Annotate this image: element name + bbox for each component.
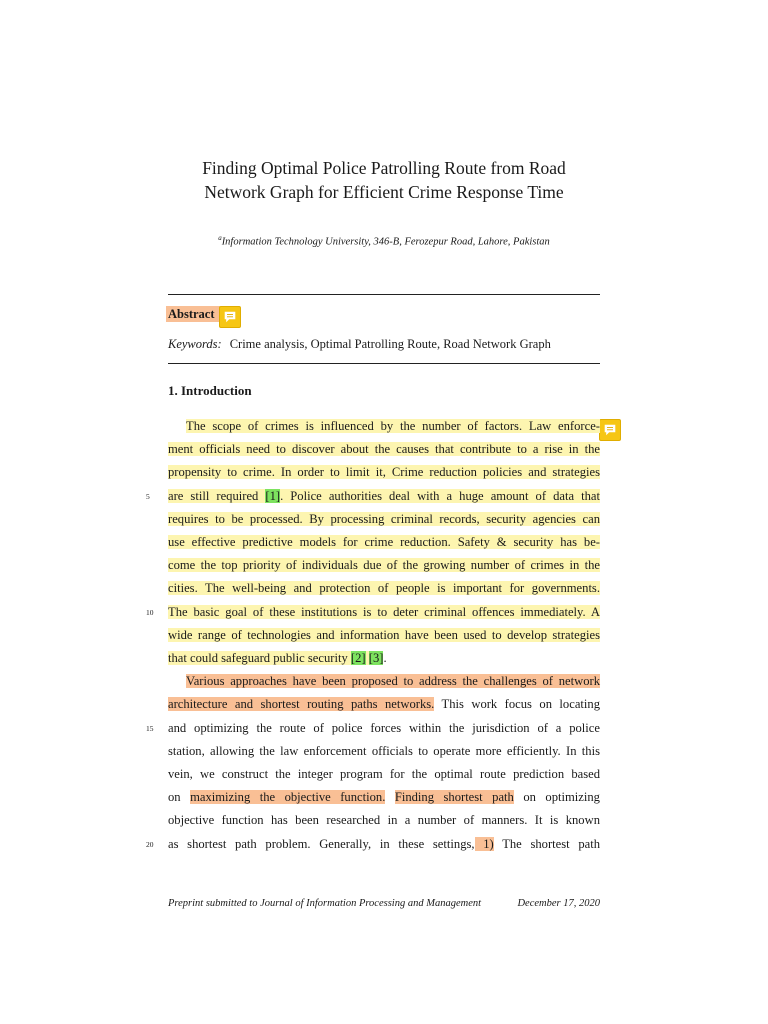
text-line (168, 534, 600, 551)
highlighted-text: use effective predictive models for crime reduction. Safety & security has be- (168, 535, 600, 549)
highlighted-text: architecture and shortest routing paths networks. (168, 697, 435, 712)
footer-date: December 17, 2020 (517, 898, 600, 909)
highlighted-text: are still required (168, 488, 266, 503)
comment-icon[interactable] (219, 306, 241, 328)
text-segment: and optimizing the route of police forces within the jurisdiction of a police (168, 720, 600, 735)
text-line (168, 812, 600, 829)
text-line (168, 464, 600, 481)
highlighted-text: cities. The well-being and protection of people is important for governments. (168, 581, 600, 596)
highlighted-text: . Police authorities deal with a huge amount of data that (280, 488, 600, 503)
text-segment: on (168, 790, 191, 805)
text-line (168, 673, 600, 690)
line-number: 5 (146, 491, 150, 501)
text-line (168, 720, 600, 737)
text-segment: This work focus on locating (434, 697, 600, 712)
affiliation (168, 234, 600, 248)
footer-journal: Preprint submitted to Journal of Information Processing and Management (168, 898, 482, 909)
text-line (168, 511, 600, 528)
text-line (168, 650, 600, 667)
text-line (168, 441, 600, 458)
highlighted-text: Finding shortest path (394, 790, 514, 805)
citation-link[interactable]: [2] (350, 651, 366, 665)
line-number: 20 (146, 839, 154, 849)
keywords (168, 336, 551, 352)
abstract-heading[interactable]: Abstract (166, 306, 220, 322)
text-segment: on optimizing (513, 790, 600, 805)
text-line (168, 789, 600, 806)
title-line-2: Network Graph for Efficient Crime Response Time (204, 182, 564, 202)
text-line (168, 418, 600, 435)
text-line (168, 488, 600, 505)
text-line (168, 627, 600, 644)
highlighted-text: maximizing the objective function. (190, 790, 386, 805)
text-segment: . (383, 651, 387, 665)
text-line (168, 766, 600, 783)
text-segment: station, allowing the law enforcement officials to operate more efficiently. In this (168, 743, 600, 758)
highlighted-text: come the top priority of individuals due of the growing number of crimes in the (168, 558, 600, 573)
highlighted-text: that could safeguard public security (168, 651, 351, 665)
highlighted-text: ment officials need to discover about the causes that contribute to a rise in the (168, 442, 600, 457)
keywords-text: Crime analysis, Optimal Patrolling Route, Road Network Graph (229, 337, 551, 351)
paper-title (168, 156, 600, 204)
text-line (168, 696, 600, 713)
highlighted-text: The basic goal of these institutions is to deter criminal offences immediately. A (168, 604, 600, 619)
text-segment: as shortest path problem. Generally, in these settings, (168, 836, 475, 851)
text-line (168, 557, 600, 574)
abstract-bottom-rule (168, 363, 600, 364)
abstract-top-rule (168, 294, 600, 295)
citation-link[interactable]: [1] (265, 488, 281, 503)
text-line (168, 743, 600, 760)
comment-icon[interactable] (599, 419, 621, 441)
section-heading: 1. Introduction (168, 383, 252, 398)
affiliation-text: Information Technology University, 346-B, Ferozepur Road, Lahore, Pakistan (221, 236, 550, 248)
text-line (168, 580, 600, 597)
highlighted-text: requires to be processed. By processing criminal records, security agencies can (168, 511, 600, 526)
text-line (168, 836, 600, 853)
affiliation-mark: a (218, 234, 222, 242)
highlighted-text: Various approaches have been proposed to address the challenges of network (186, 674, 600, 689)
page-footer (168, 898, 600, 909)
highlighted-text: propensity to crime. In order to limit it, Crime reduction policies and strategies (168, 465, 600, 480)
highlighted-text: wide range of technologies and information have been used to develop strategies (168, 627, 600, 642)
highlighted-text: 1) (474, 836, 494, 851)
text-segment: The shortest path (493, 836, 600, 851)
title-line-1: Finding Optimal Police Patrolling Route from Road (202, 158, 566, 178)
highlighted-text: The scope of crimes is influenced by the number of factors. Law enforce- (186, 419, 600, 433)
line-number: 15 (146, 723, 154, 733)
text-segment (385, 790, 394, 804)
text-line (168, 604, 600, 621)
text-segment: vein, we construct the integer program for the optimal route prediction based (168, 767, 600, 781)
line-number: 10 (146, 607, 154, 617)
text-segment: objective function has been researched in a number of manners. It is known (168, 813, 600, 828)
keywords-label: Keywords: (168, 337, 222, 351)
citation-link[interactable]: [3] (368, 651, 384, 665)
